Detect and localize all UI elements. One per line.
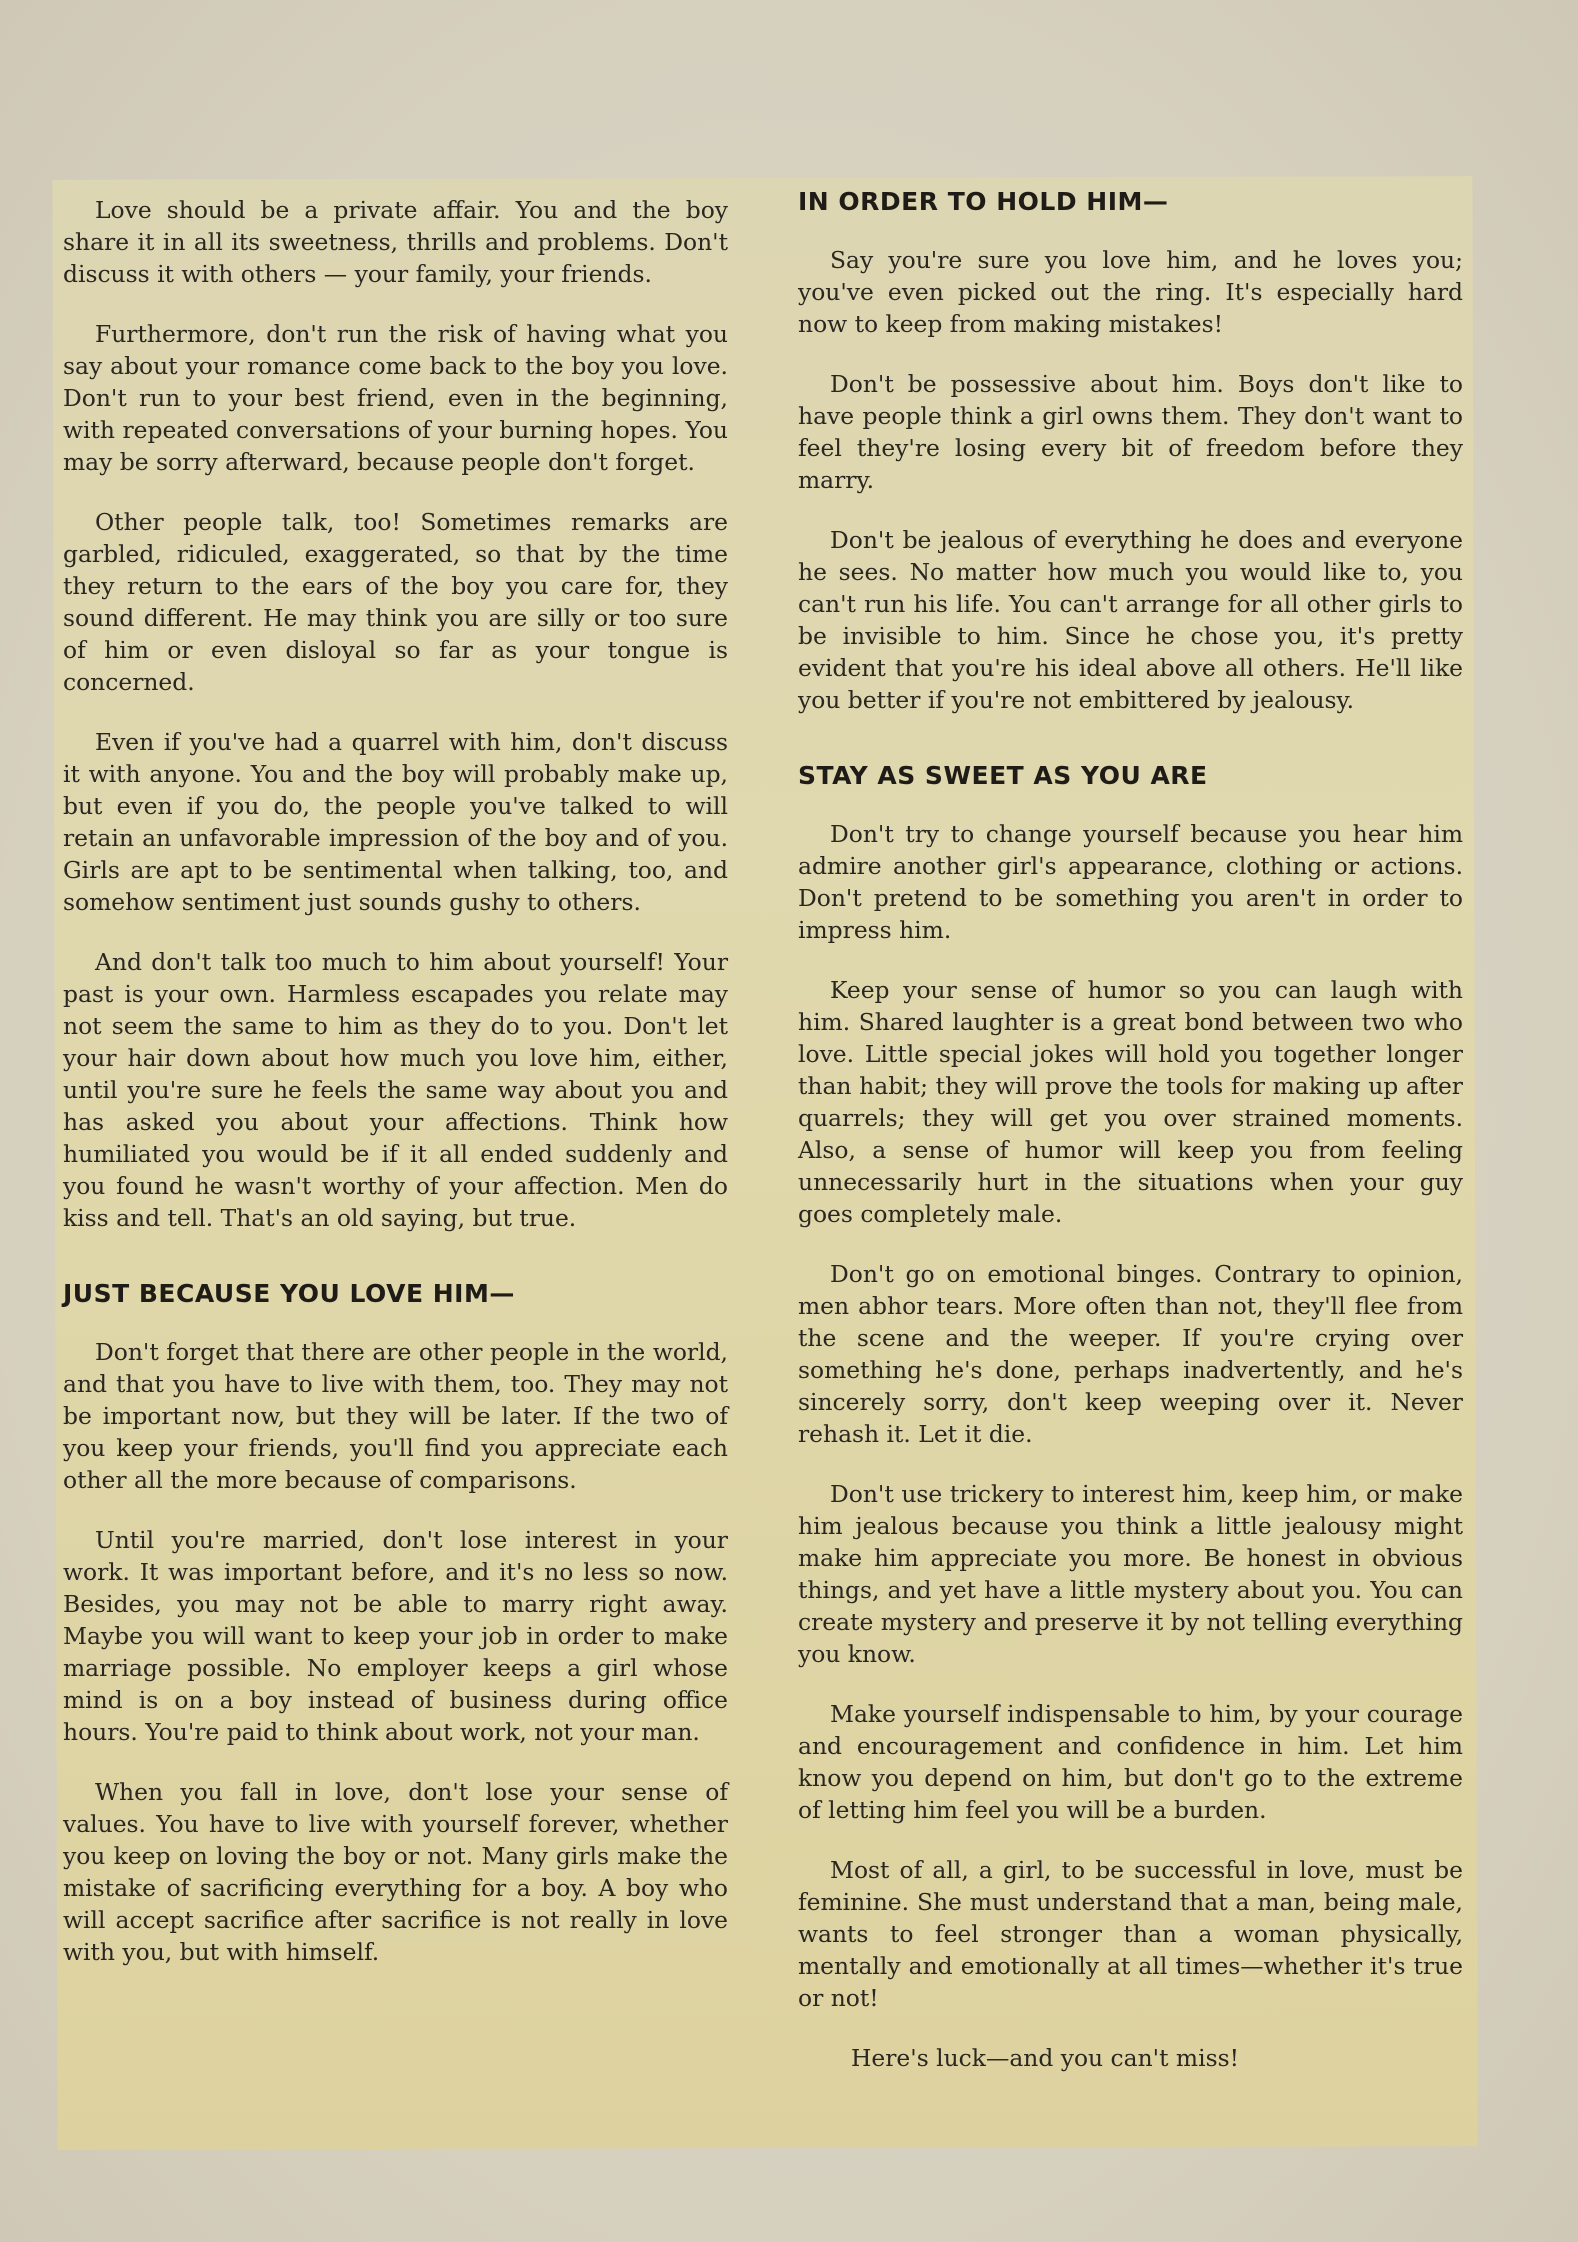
paragraph: Love should be a private affair. You and the boy share it in all its sweetness, thrills and problems. Don't discuss it with others — your family, your friends. [63, 196, 728, 288]
paragraph: And don't talk too much to him about yourself! Your past is your own. Harmless escapades you relate may not seem the same to him as they do to you. Don't let your hair down about how much you love him, either, until you're sure he feels the same way about you and has asked you about your affections. Think how humiliated you would be if it all ended suddenly and you found he wasn't worthy of your affection. Men do kiss and tell. That's an old saying, but true. [63, 948, 728, 1232]
paragraph: Most of all, a girl, to be successful in love, must be feminine. She must understand that a man, being male, wants to feel stronger than a woman physically, mentally and emotionally at all times—whether it's true or not! [798, 1856, 1463, 2012]
paragraph: Make yourself indispensable to him, by your courage and encouragement and confidence in him. Let him know you depend on him, but don't go to the extreme of letting him feel you will be a burden. [798, 1700, 1463, 1824]
section-heading-hold-him: IN ORDER TO HOLD HIM— [798, 187, 1169, 216]
paragraph: Until you're married, don't lose interest in your work. It was important before, and it's no less so now. Besides, you may not be able to marry right away. Maybe you will want to keep your job in order to make marriage possible. No employer keeps a girl whose mind is on a boy instead of business during office hours. You're paid to think about work, not your man. [63, 1526, 728, 1746]
section-heading-stay-sweet: STAY AS SWEET AS YOU ARE [798, 761, 1208, 790]
right-column [798, 186, 1463, 2074]
left-column [63, 194, 728, 1968]
paragraph: Even if you've had a quarrel with him, don't discuss it with anyone. You and the boy will probably make up, but even if you do, the people you've talked to will retain an unfavorable impression of the boy and of you. Girls are apt to be sentimental when talking, too, and somehow sentiment just sounds gushy to others. [63, 728, 728, 916]
paragraph: Furthermore, don't run the risk of having what you say about your romance come back to the boy you love. Don't run to your best friend, even in the beginning, with repeated conversations of your burning hopes. You may be sorry afterward, because people don't forget. [63, 320, 728, 476]
section-heading-just-because: JUST BECAUSE YOU LOVE HIM— [63, 1279, 515, 1308]
paragraph: Don't use trickery to interest him, keep him, or make him jealous because you think a little jealousy might make him appreciate you more. Be honest in obvious things, and yet have a little mystery about you. You can create mystery and preserve it by not telling everything you know. [798, 1480, 1463, 1668]
paragraph: Don't be possessive about him. Boys don't like to have people think a girl owns them. They don't want to feel they're losing every bit of freedom before they marry. [798, 370, 1463, 494]
paragraph: Don't try to change yourself because you hear him admire another girl's appearance, clothing or actions. Don't pretend to be something you aren't in order to impress him. [798, 820, 1463, 944]
paragraph: Other people talk, too! Sometimes remarks are garbled, ridiculed, exaggerated, so that by the time they return to the ears of the boy you care for, they sound different. He may think you are silly or too sure of him or even disloyal so far as your tongue is concerned. [63, 508, 728, 696]
paragraph: Don't forget that there are other people in the world, and that you have to live with them, too. They may not be important now, but they will be later. If the two of you keep your friends, you'll find you appreciate each other all the more because of comparisons. [63, 1338, 728, 1494]
paragraph: Don't be jealous of everything he does and everyone he sees. No matter how much you would like to, you can't run his life. You can't arrange for all other girls to be invisible to him. Since he chose you, it's pretty evident that you're his ideal above all others. He'll like you better if you're not embittered by jealousy. [798, 526, 1463, 714]
paragraph: Don't go on emotional binges. Contrary to opinion, men abhor tears. More often than not, they'll flee from the scene and the weeper. If you're crying over something he's done, perhaps inadvertently, and he's sincerely sorry, don't keep weeping over it. Never rehash it. Let it die. [798, 1260, 1463, 1448]
paragraph: Keep your sense of humor so you can laugh with him. Shared laughter is a great bond between two who love. Little special jokes will hold you together longer than habit; they will prove the tools for making up after quarrels; they will get you over strained moments. Also, a sense of humor will keep you from feeling unnecessarily hurt in the situations when your guy goes completely male. [798, 976, 1463, 1228]
paragraph: Say you're sure you love him, and he loves you; you've even picked out the ring. It's especially hard now to keep from making mistakes! [798, 246, 1463, 338]
paragraph: When you fall in love, don't lose your sense of values. You have to live with yourself forever, whether you keep on loving the boy or not. Many girls make the mistake of sacrificing everything for a boy. A boy who will accept sacrifice after sacrifice is not really in love with you, but with himself. [63, 1778, 728, 1966]
closing-line: Here's luck—and you can't miss! [851, 2044, 1240, 2072]
